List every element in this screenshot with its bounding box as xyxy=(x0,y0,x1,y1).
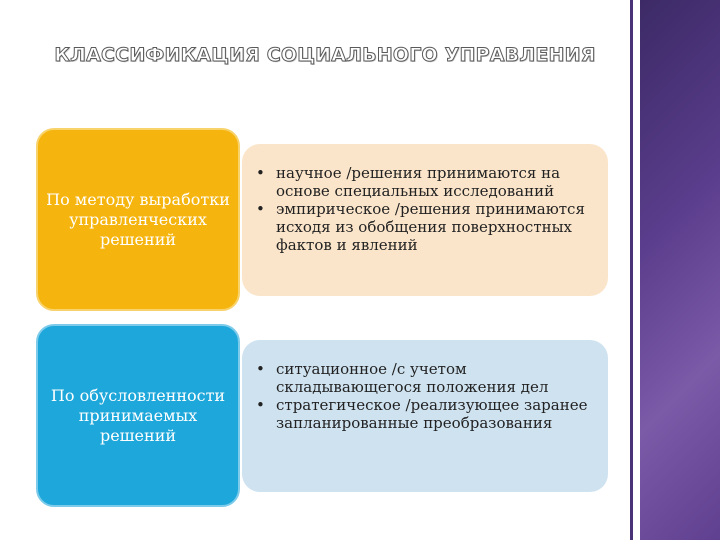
bullet-icon: • xyxy=(256,164,265,182)
decorative-side-strip xyxy=(640,0,720,540)
category-box xyxy=(36,324,240,507)
list-item xyxy=(256,360,598,396)
page-title: КЛАССИФИКАЦИЯ СОЦИАЛЬНОГО УПРАВЛЕНИЯ xyxy=(54,44,596,66)
classification-row-conditionality xyxy=(36,324,610,507)
list-item xyxy=(256,396,598,432)
details-panel xyxy=(242,144,608,296)
list-item xyxy=(256,200,598,254)
details-panel xyxy=(242,340,608,492)
category-label: По обусловленности принимаемых решений xyxy=(50,385,226,445)
bullet-icon: • xyxy=(256,396,265,414)
list-item xyxy=(256,164,598,200)
side-divider-line xyxy=(630,0,633,540)
list-item-text: научное /решения принимаются на основе специальных исследований xyxy=(276,164,561,200)
details-list xyxy=(256,360,598,432)
category-label: По методу выработки управленческих решений xyxy=(46,189,230,249)
list-item-text: стратегическое /реализующее заранее запланированные преобразования xyxy=(276,396,588,432)
details-list xyxy=(256,164,598,254)
classification-row-method xyxy=(36,128,610,311)
category-box xyxy=(36,128,240,311)
bullet-icon: • xyxy=(256,200,265,218)
bullet-icon: • xyxy=(256,360,265,378)
list-item-text: ситуационное /с учетом складывающегося положения дел xyxy=(276,360,549,396)
list-item-text: эмпирическое /решения принимаются исходя из обобщения поверхностных фактов и явлений xyxy=(276,200,585,254)
